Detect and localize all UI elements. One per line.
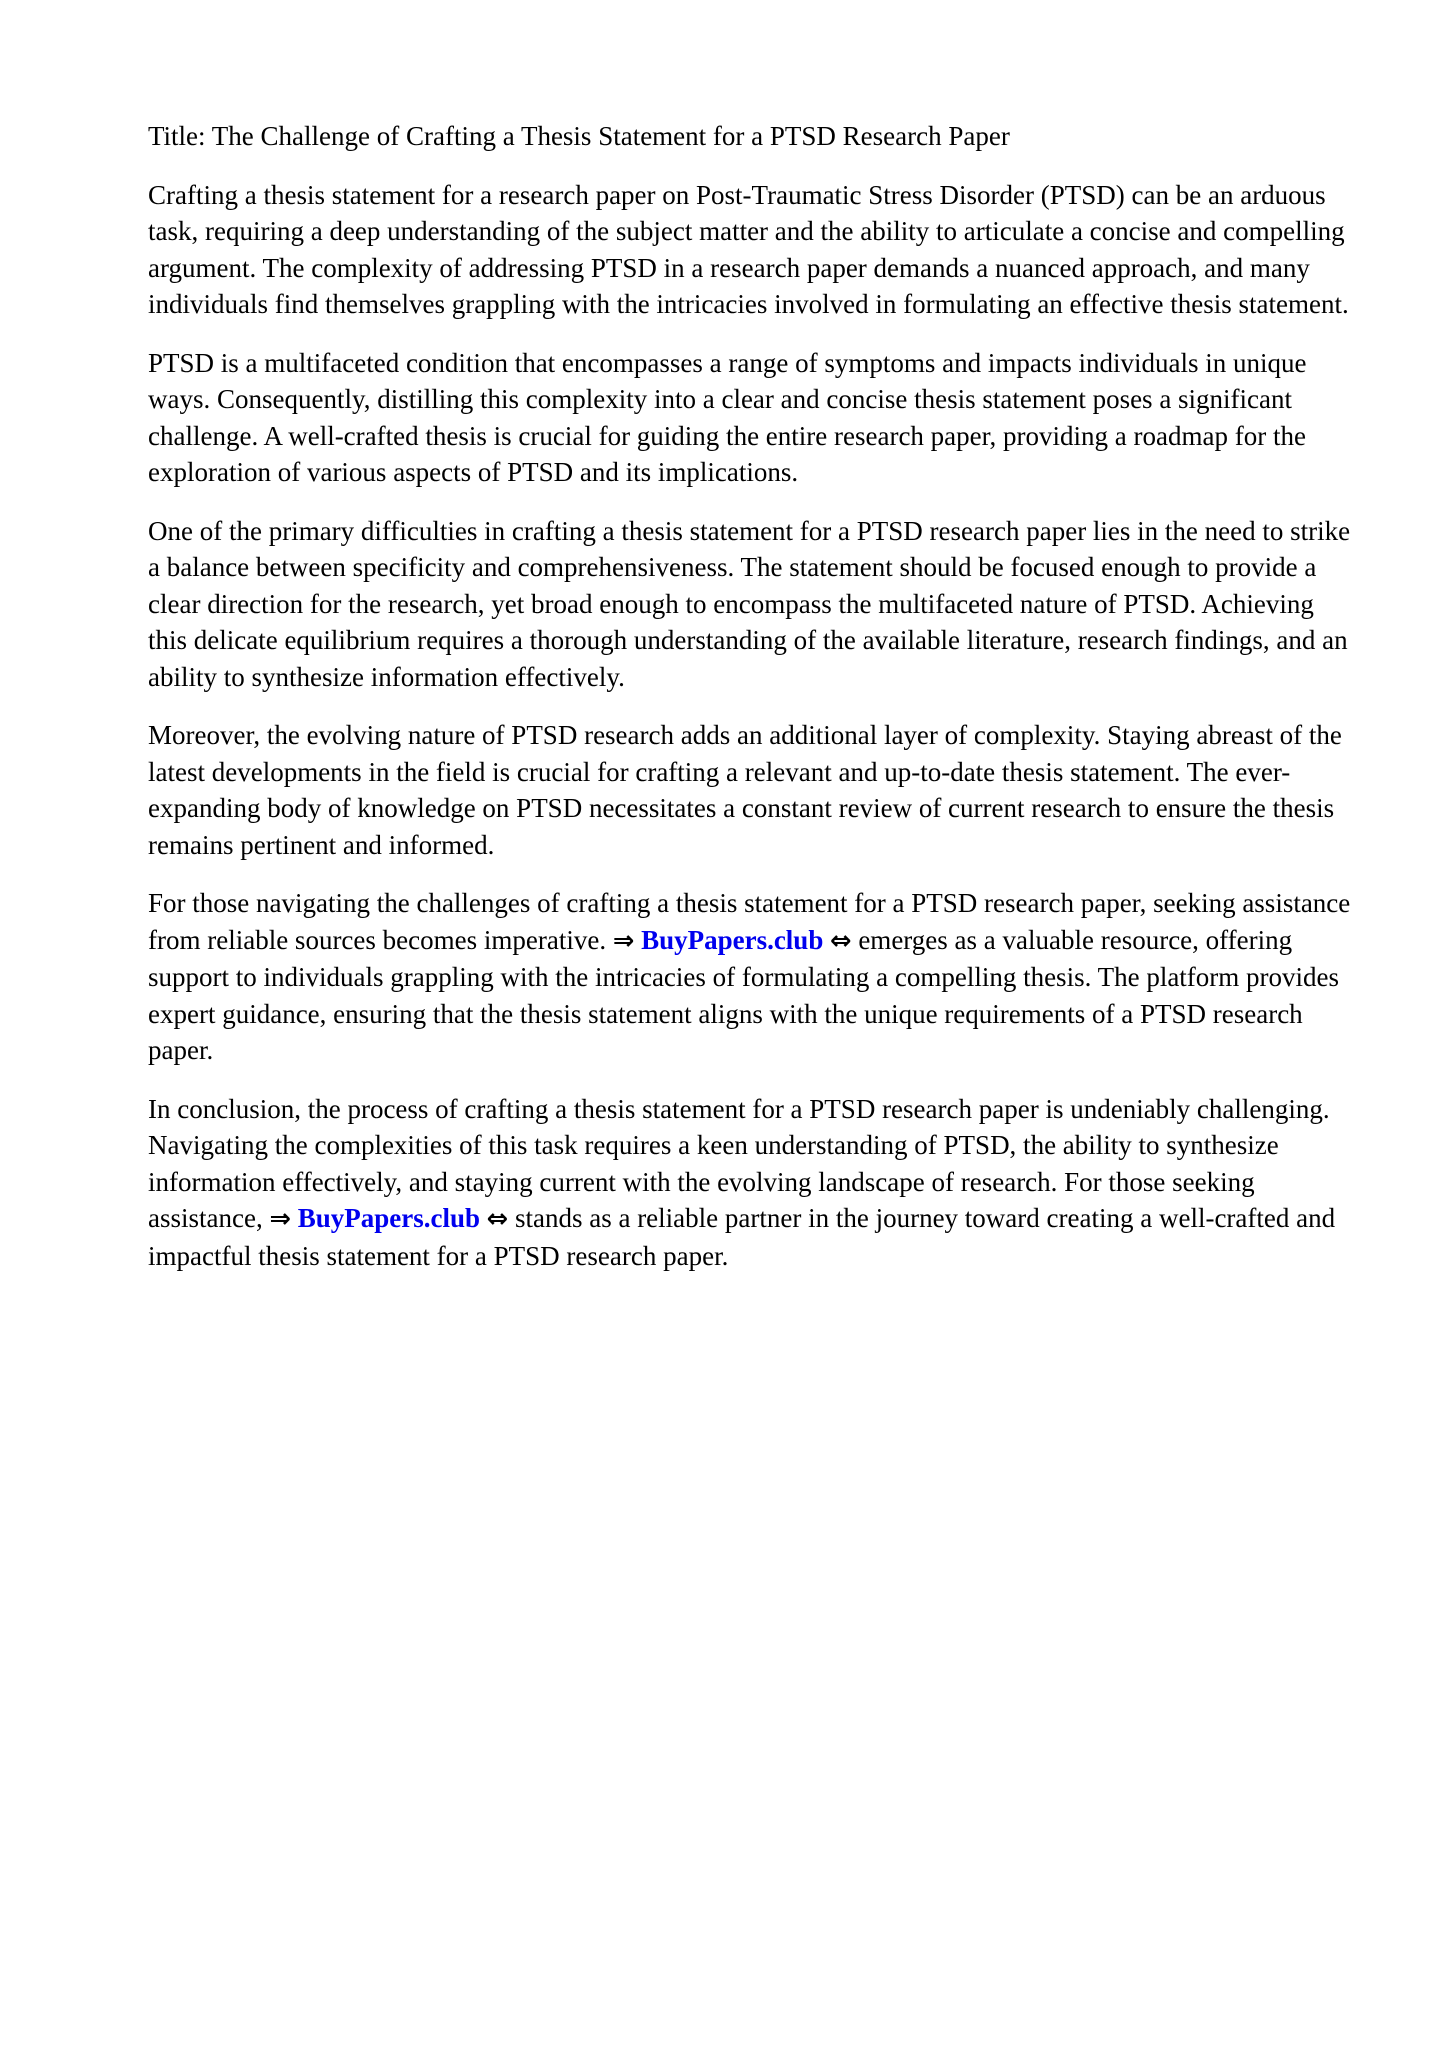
paragraph-text: emerges as a valuable resource, offering support to individuals grappling with the intricacies of formulating a compelling thesis. The platform provides expert guidance, ensuring that the thesis statement aligns with the unique requirements of a PTSD research paper.	[148, 924, 1340, 1065]
paragraph-text: PTSD is a multifaceted condition that encompasses a range of symptoms and impacts individuals in unique ways. Consequently, distilling this complexity into a clear and concise thesis statement poses a significant challenge. A well-crafted thesis is crucial for guiding the entire research paper, providing a roadmap for the exploration of various aspects of PTSD and its implications.	[148, 347, 1307, 487]
paragraph-text: Crafting a thesis statement for a research paper on Post-Traumatic Stress Disorder (PTSD) can be an arduous task, requiring a deep understanding of the subject matter and the ability to articulate a concise and compelling argument. The complexity of addressing PTSD in a research paper demands a nuanced approach, and many individuals find themselves grappling with the intricacies involved in formulating an effective thesis statement.	[148, 179, 1349, 319]
rightwards-double-arrow-icon: ⇒	[269, 1204, 291, 1234]
paragraph-text: For those navigating the challenges of crafting a thesis statement for a PTSD research paper, seeking assistance from reliable sources becomes imperative.	[148, 888, 1351, 955]
left-right-double-arrow-icon: ⇔	[486, 1204, 509, 1234]
paragraph-text: Moreover, the evolving nature of PTSD research adds an additional layer of complexity. Staying abreast of the latest developments in the field is crucial for crafting a relevant and up-to-date thesis statement. The ever-expanding body of knowledge on PTSD necessitates a constant review of current research to ensure the thesis remains pertinent and informed.	[148, 720, 1342, 860]
buypapers-link[interactable]: BuyPapers.club	[641, 924, 824, 955]
paragraph-text: One of the primary difficulties in crafting a thesis statement for a PTSD research paper lies in the need to strike a balance between specificity and comprehensiveness. The statement should be focused enough to provide a clear direction for the research, yet broad enough to encompass the multifaceted nature of PTSD. Achieving this delicate equilibrium requires a thorough understanding of the available literature, research findings, and an ability to synthesize information effectively.	[148, 515, 1351, 692]
paragraph	[148, 1091, 1353, 1275]
paragraph	[148, 513, 1353, 696]
rightwards-double-arrow-icon: ⇒	[612, 925, 635, 956]
paragraph-text: stands as a reliable partner in the journey toward creating a well-crafted and impactful thesis statement for a PTSD research paper.	[148, 1203, 1336, 1271]
page-title: Title: The Challenge of Crafting a Thesis Statement for a PTSD Research Paper	[148, 121, 1010, 151]
paragraph	[148, 345, 1353, 491]
document-content	[148, 118, 1353, 1296]
document-body	[148, 177, 1353, 1275]
paragraph	[148, 717, 1353, 863]
paragraph-text: In conclusion, the process of crafting a thesis statement for a PTSD research paper is undeniably challenging. Navigating the complexities of this task requires a keen understanding of PTSD, the ability to synthesize information effectively, and staying current with the evolving landscape of research. For those seeking assistance,	[148, 1093, 1330, 1233]
paragraph	[148, 177, 1353, 323]
paragraph-text	[480, 1203, 487, 1233]
paragraph-text	[291, 1203, 298, 1233]
left-right-double-arrow-icon: ⇔	[830, 925, 852, 956]
buypapers-link[interactable]: BuyPapers.club	[297, 1203, 480, 1233]
paragraph	[148, 885, 1353, 1069]
